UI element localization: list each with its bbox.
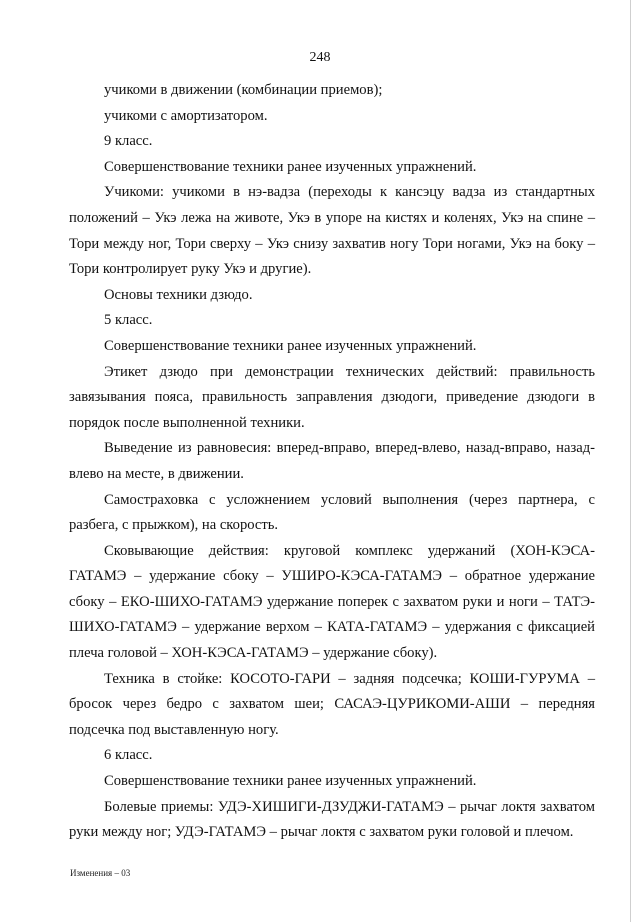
paragraph: Основы техники дзюдо. [104, 286, 253, 303]
paragraph: Выведение из равновесия: вперед-вправо, вперед-влево, назад-вправо, назад-влево на месте, в движении. [69, 440, 595, 482]
page-edge-line [630, 0, 631, 922]
paragraph: Совершенствование техники ранее изученных упражнений. [104, 773, 477, 790]
paragraph: Техника в стойке: КОСОТО-ГАРИ – задняя подсечка; КОШИ-ГУРУМА – бросок через бедро с захватом шеи; САСАЭ-ЦУРИКОМИ-АШИ – передняя подсечка под выставленную ногу. [69, 670, 595, 738]
paragraph: 6 класс. [104, 747, 153, 764]
revision-footer: Изменения – 03 [70, 868, 131, 878]
paragraph: Самостраховка с усложнением условий выполнения (через партнера, с разбега, с прыжком), на скорость. [69, 491, 595, 534]
paragraph: 9 класс. [104, 133, 153, 150]
page-number: 248 [309, 50, 331, 65]
document-body [69, 78, 595, 846]
paragraph: учикоми в движении (комбинации приемов); [104, 82, 383, 98]
paragraph: Болевые приемы: УДЭ-ХИШИГИ-ДЗУДЖИ-ГАТАМЭ – рычаг локтя захватом руки между ног; УДЭ-ГАТАМЭ – рычаг локтя с захватом руки головой и плечом. [69, 798, 595, 841]
paragraph: Совершенствование техники ранее изученных упражнений. [104, 158, 477, 175]
paragraph: Совершенствование техники ранее изученных упражнений. [104, 337, 477, 354]
paragraph: учикоми с амортизатором. [104, 107, 268, 124]
paragraph: Сковывающие действия: круговой комплекс удержаний (ХОН-КЭСА-ГАТАМЭ – удержание сбоку – УШИРО-КЭСА-ГАТАМЭ – обратное удержание сбоку – ЕКО-ШИХО-ГАТАМЭ удержание поперек с захватом руки и ноги – ТАТЭ-ШИХО-ГАТАМЭ – удержание верхом – КАТА-ГАТАМЭ – удержания с фиксацией плеча головой – ХОН-КЭСА-ГАТАМЭ – удержание сбоку). [69, 542, 595, 662]
paragraph: Этикет дзюдо при демонстрации технических действий: правильность завязывания пояса, правильность заправления дзюдоги, приведение дзюдоги в порядок после выполненной техники. [69, 363, 595, 431]
paragraph: Учикоми: учикоми в нэ-вадза (переходы к кансэцу вадза из стандартных положений – Укэ лежа на животе, Укэ в упоре на кистях и коленях, Укэ на спине – Тори между ног, Тори сверху – Укэ снизу захватив ногу Тори ногами, Укэ на боку – Тори контролирует руку Укэ и другие). [69, 184, 595, 278]
paragraph: 5 класс. [104, 312, 153, 329]
